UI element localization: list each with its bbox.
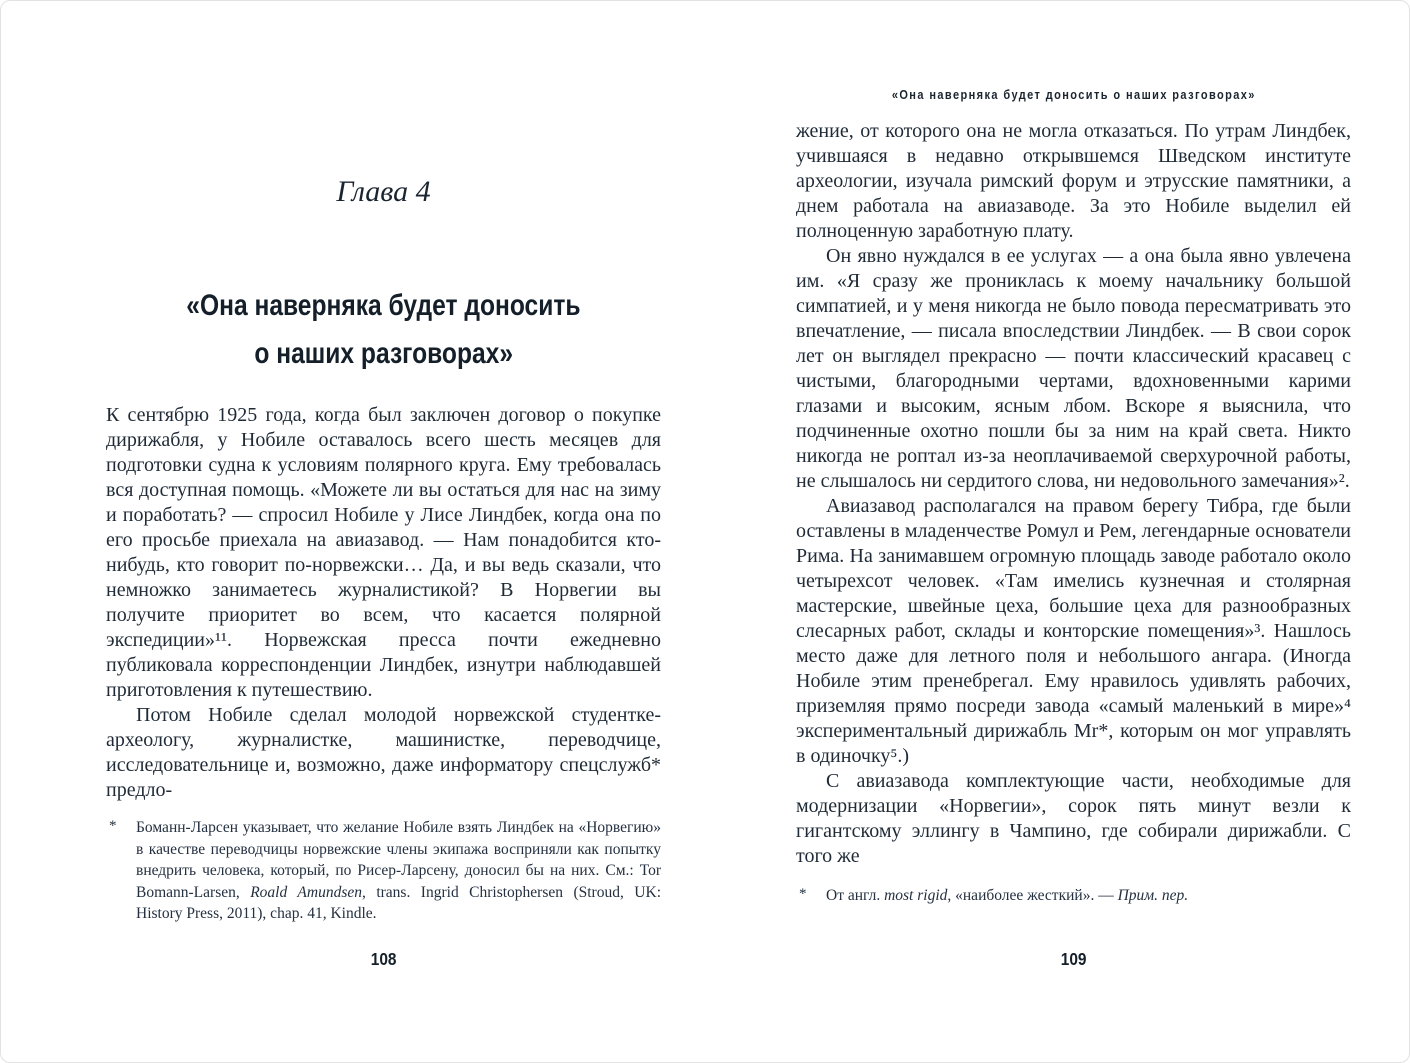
paragraph: К сентябрю 1925 года, когда был заключен договор о покупке дирижабля, у Нобиле оставалось всего шесть месяцев для подготовки судна к условиям полярного круга. Ему требовалась вся доступная помощь. «Можете ли вы остаться для нас на зиму и поработать? — спросил Нобиле у Лисе Линдбек, когда она по его просьбе приехала на авиазавод. — Нам понадобится кто-нибудь, кто говорит по-норвежски… Да, и вы ведь сказали, что немножко занимаетесь журналистикой? В Норвегии вы получите приоритет во всем, что касается полярной экспедиции»¹¹. Норвежская пресса почти ежедневно публиковала корреспонденции Линдбек, изнутри наблюдавшей приготовления к путешествию. bbox=[106, 404, 661, 701]
chapter-title-line-1: «Она наверняка будет доносить bbox=[186, 289, 581, 322]
footnote-text: , «наиболее жесткий». — bbox=[947, 887, 1118, 904]
paragraph: С авиазавода комплектующие части, необходимые для модернизации «Норвегии», сорок пять минут везли к гигантскому эллингу в Чампино, где собирали дирижабли. С того же bbox=[796, 770, 1351, 867]
footnote-left bbox=[106, 817, 661, 925]
body-text-left bbox=[106, 403, 661, 803]
footnote-text-italic: Roald Amundsen bbox=[250, 883, 362, 901]
footnote-marker: * bbox=[109, 818, 117, 834]
footnote-text-italic: Прим. пер. bbox=[1117, 887, 1189, 904]
chapter-heading: Глава 4 bbox=[336, 175, 431, 208]
paragraph: жение, от которого она не могла отказаться. По утрам Линдбек, учившаяся в недавно открывшемся Шведском институте археологии, изучала римский форум и этрусские памятники, а днем работала на авиазаводе. За это Нобиле выделил ей полноценную заработную плату. bbox=[796, 120, 1351, 242]
footnote-right bbox=[796, 885, 1351, 907]
chapter-title bbox=[106, 282, 661, 378]
footnote-text: , trans. Ingrid Christophersen (Stroud, UK: History Press, 2011), chap. 41, Kindle. bbox=[136, 883, 661, 922]
paragraph: Потом Нобиле сделал молодой норвежской студентке-археологу, журналистке, машинистке, переводчице, исследовательнице и, возможно, даже информатору спецслужб* предло- bbox=[106, 704, 661, 801]
footnote-marker: * bbox=[799, 886, 807, 902]
footnote-text-italic: most rigid bbox=[884, 887, 948, 904]
paragraph: Авиазавод располагался на правом берегу Тибра, где были оставлены в младенчестве Ромул и Рем, легендарные основатели Рима. На занимавшем огромную площадь заводе работало около четырехсот человек. «Там имелись кузнечная и столярная мастерские, швейные цеха, большие цеха для разнообразных слесарных работ, склады и конторские помещения»³. Нашлось место даже для летного поля и небольшого ангара. (Иногда Нобиле этим пренебрегал. Ему нравилось удивлять рабочих, приземляя прямо посреди завода «самый маленький в мире»⁴ экспериментальный дирижабль Mr*, которым он мог управлять в одиночку⁵.) bbox=[796, 495, 1351, 767]
page-right bbox=[796, 1, 1351, 1062]
paragraph: Он явно нуждался в ее услугах — а она была явно увлечена им. «Я сразу же прониклась к моему начальнику большой симпатией, и у меня никогда не было повода пересматривать это впечатление, — писала впоследствии Линдбек. — В свои сорок лет он выглядел прекрасно — почти классический красавец с чистыми, благородными чертами, вдохновенными карими глазами и высоким, ясным лбом. Вскоре я выяснила, что подчиненные охотно пошли бы за ним на край света. Никто никогда не роптал из-за неоплачиваемой сверхурочной работы, не слышалось ни сердитого слова, ни недовольного замечания»². bbox=[796, 245, 1351, 492]
chapter-title-line-2: о наших разговорах» bbox=[254, 337, 513, 370]
running-header: «Она наверняка будет доносить о наших разговорах» bbox=[891, 88, 1256, 102]
page-number-left: 108 bbox=[370, 949, 397, 969]
footnote-text: Боманн-Ларсен указывает, что желание Нобиле взять Линдбек на «Норвегию» в качестве переводчицы норвежские члены экипажа восприняли как попытку внедрить человека, который, по Рисер-Ларсену, доносил бы на них. См.: Tor Bomann-Larsen, bbox=[136, 819, 661, 901]
body-text-right bbox=[796, 119, 1351, 869]
page-left bbox=[106, 1, 661, 1062]
page-number-right: 109 bbox=[1060, 949, 1087, 969]
footnote-text: От англ. bbox=[826, 887, 885, 904]
